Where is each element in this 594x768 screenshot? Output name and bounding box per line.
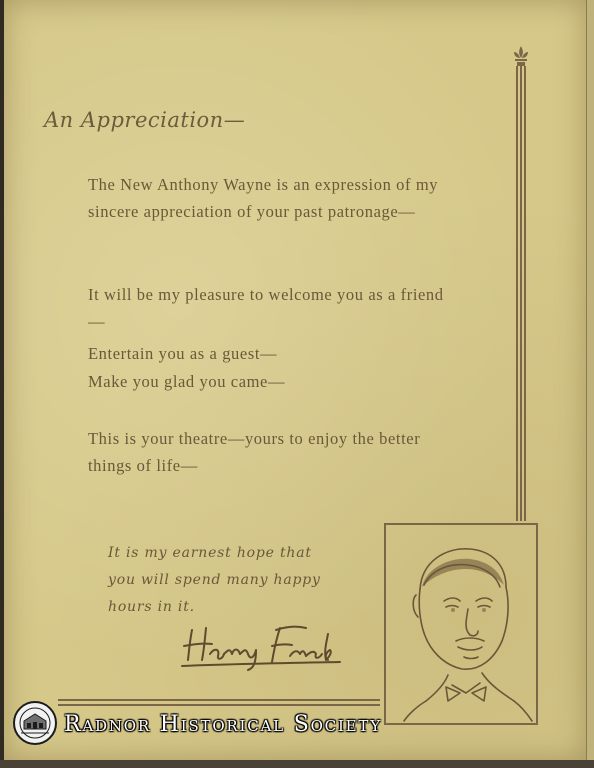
portrait-frame bbox=[384, 523, 538, 725]
vertical-triple-rule bbox=[515, 66, 527, 521]
page-title: An Appreciation— bbox=[44, 108, 246, 132]
paragraph-expression: The New Anthony Wayne is an expression of my sincere appreciation of your past patronage— bbox=[88, 175, 439, 221]
closing-message bbox=[108, 540, 358, 621]
fleur-de-lis-ornament bbox=[511, 44, 531, 68]
radnor-historical-society-seal-icon bbox=[12, 700, 58, 746]
closing-line: hours in it. bbox=[108, 599, 195, 615]
page-right-edge bbox=[586, 0, 594, 768]
paragraph-glad: Make you glad you came— bbox=[88, 372, 286, 391]
paragraph-theatre: This is your theatre—yours to enjoy the better things of life— bbox=[88, 429, 421, 475]
signature-harry-fried bbox=[180, 620, 350, 672]
page-bottom-edge bbox=[0, 760, 594, 768]
watermark-radnor-historical-society: Radnor Historical Society bbox=[64, 712, 382, 737]
paragraph-welcome: It will be my pleasure to welcome you as a friend— bbox=[88, 285, 444, 331]
closing-line: you will spend many happy bbox=[108, 572, 321, 588]
closing-line: It is my earnest hope that bbox=[108, 545, 312, 561]
horizontal-double-rule bbox=[58, 698, 380, 710]
portrait-sketch bbox=[386, 525, 536, 723]
paragraph-entertain: Entertain you as a guest— bbox=[88, 344, 278, 363]
